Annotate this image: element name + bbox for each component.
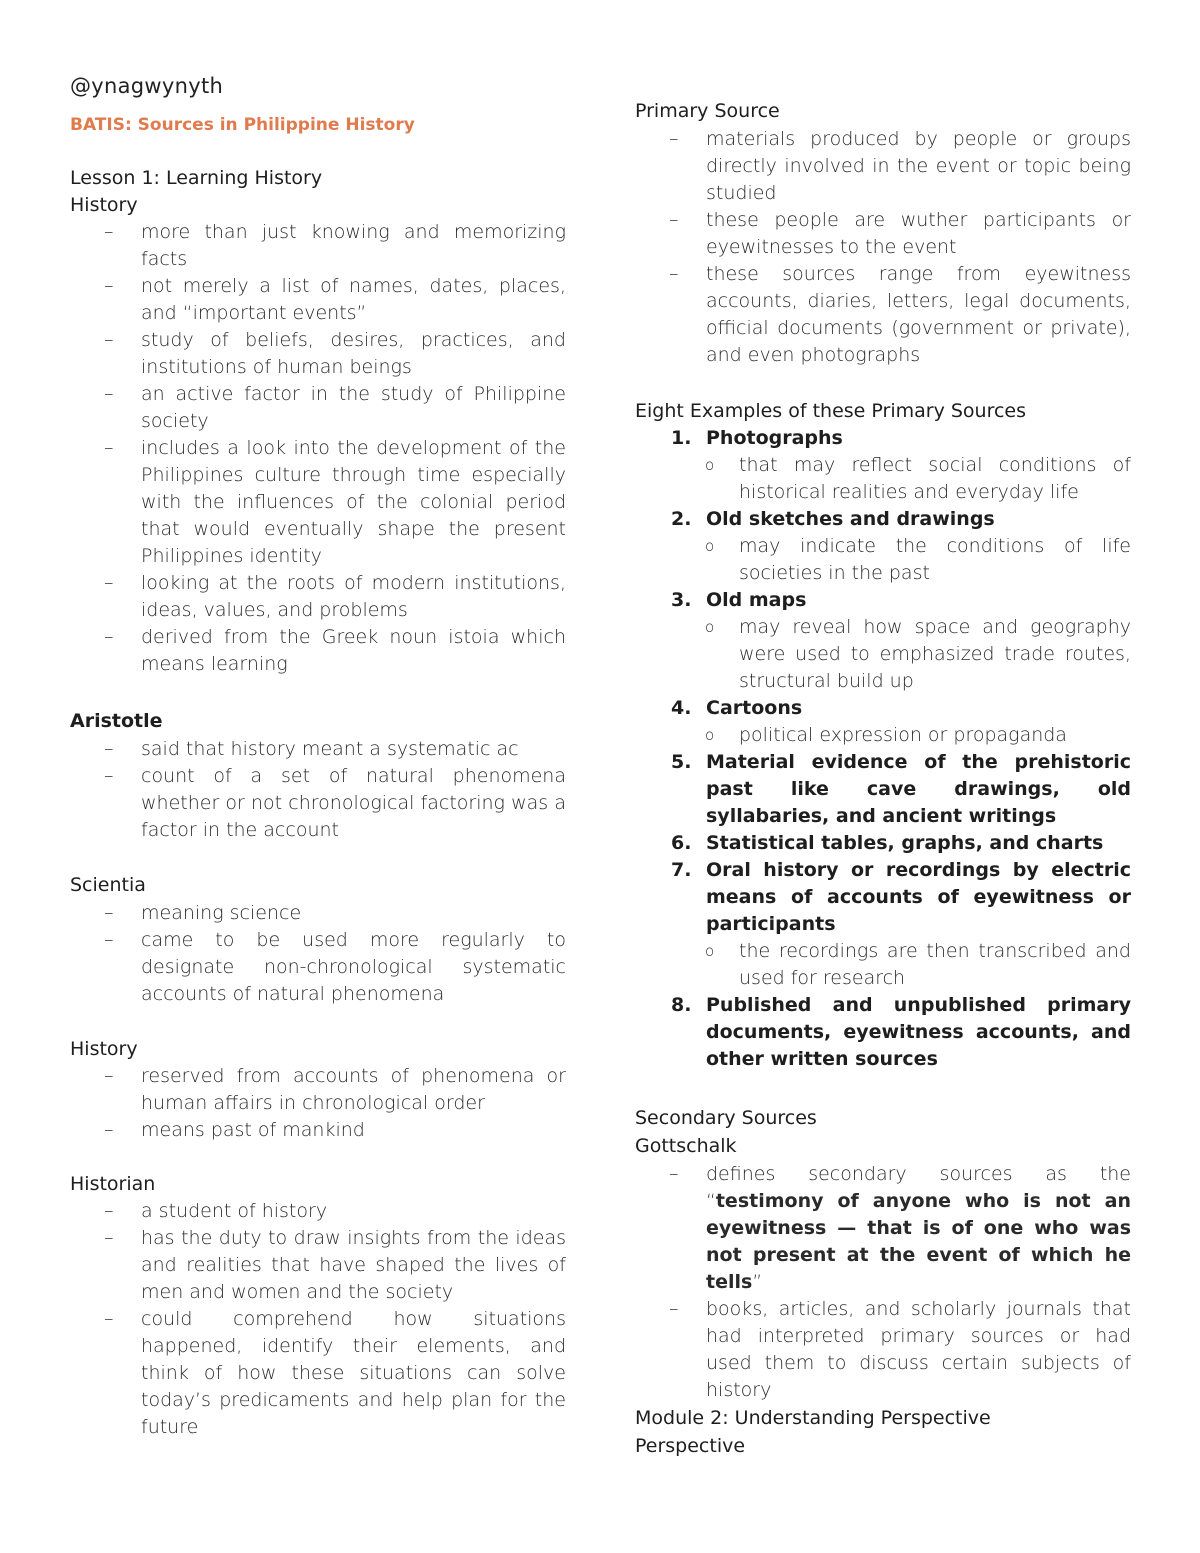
list-item <box>635 207 1131 261</box>
scientia-list <box>70 900 566 1008</box>
dash-bullet: – <box>669 128 679 150</box>
example-text: Statistical tables, graphs, and charts <box>706 832 1104 854</box>
example-sub-text: political expression or propaganda <box>739 724 1067 746</box>
dash-bullet: – <box>104 329 114 351</box>
list-item <box>70 219 566 273</box>
example-item <box>635 695 1131 722</box>
list-item <box>635 938 1131 992</box>
list-item-text: more than just knowing and memorizing facts <box>141 221 566 270</box>
primary-source-list <box>635 126 1131 369</box>
circle-bullet: o <box>705 618 715 636</box>
dash-bullet: – <box>104 929 114 951</box>
list-item <box>70 570 566 624</box>
example-number: 4. <box>671 697 692 719</box>
list-item-text: count of a set of natural phenomena whether or not chronological factoring was a factor in the account <box>141 765 566 841</box>
list-item <box>70 927 566 1008</box>
module-heading: Module 2: Understanding Perspective <box>635 1407 991 1429</box>
list-item <box>70 1225 566 1306</box>
dash-bullet: – <box>669 1298 679 1320</box>
dash-bullet: – <box>104 902 114 924</box>
dash-bullet: – <box>104 1227 114 1249</box>
example-text: Photographs <box>706 427 843 449</box>
list-item <box>70 624 566 678</box>
example-text: Old sketches and drawings <box>706 508 995 530</box>
dash-bullet: – <box>669 263 679 285</box>
list-item-text: a student of history <box>141 1200 328 1222</box>
list-item-text: has the duty to draw insights from the ideas and realities that have shaped the lives of men and women and the society <box>141 1227 566 1303</box>
list-item-text: an active factor in the study of Philippine society <box>141 383 566 432</box>
eight-examples-heading: Eight Examples of these Primary Sources <box>635 400 1027 422</box>
list-item <box>70 1198 566 1225</box>
example-number: 6. <box>671 832 692 854</box>
example-number: 3. <box>671 589 692 611</box>
example-sub-list <box>635 938 1131 992</box>
history-heading: History <box>70 194 138 216</box>
dash-bullet: – <box>104 1308 114 1330</box>
circle-bullet: o <box>705 942 715 960</box>
dash-bullet: – <box>104 572 114 594</box>
list-item <box>70 327 566 381</box>
example-item <box>635 506 1131 533</box>
gottschalk-heading: Gottschalk <box>635 1135 737 1157</box>
circle-bullet: o <box>705 726 715 744</box>
list-item-text: meaning science <box>141 902 302 924</box>
aristotle-list <box>70 736 566 844</box>
examples-list <box>635 425 1131 1073</box>
gottschalk-item-1-post: ” <box>752 1271 763 1293</box>
example-sub-text: may reveal how space and geography were used to emphasized trade routes, structural build up <box>739 616 1131 692</box>
list-item <box>635 1161 1131 1296</box>
example-number: 7. <box>671 859 692 881</box>
list-item <box>635 614 1131 695</box>
list-item <box>70 273 566 327</box>
list-item <box>70 736 566 763</box>
list-item <box>70 763 566 844</box>
list-item <box>635 126 1131 207</box>
list-item <box>635 261 1131 369</box>
handle: @ynagwynyth <box>70 74 224 98</box>
list-item <box>70 1063 566 1117</box>
gottschalk-list <box>635 1161 1131 1404</box>
list-item <box>70 435 566 570</box>
history2-list <box>70 1063 566 1144</box>
list-item <box>635 1296 1131 1404</box>
aristotle-heading: Aristotle <box>70 710 163 732</box>
gottschalk-item-2: books, articles, and scholarly journals that had interpreted primary sources or had used them to discuss certain subjects of history <box>706 1298 1131 1401</box>
example-sub-list <box>635 533 1131 587</box>
dash-bullet: – <box>104 221 114 243</box>
dash-bullet: – <box>669 1163 679 1185</box>
dash-bullet: – <box>104 1065 114 1087</box>
dash-bullet: – <box>104 738 114 760</box>
history-list <box>70 219 566 678</box>
secondary-sources-heading: Secondary Sources <box>635 1107 817 1129</box>
example-item <box>635 587 1131 614</box>
example-item <box>635 749 1131 830</box>
document-title: BATIS: Sources in Philippine History <box>70 115 415 135</box>
example-sub-text: that may reflect social conditions of historical realities and everyday life <box>739 454 1131 503</box>
example-text: Published and unpublished primary documents, eyewitness accounts, and other written sources <box>706 994 1131 1070</box>
list-item-text: derived from the Greek noun istoia which means learning <box>141 626 566 675</box>
example-sub-list <box>635 614 1131 695</box>
dash-bullet: – <box>104 626 114 648</box>
example-text: Oral history or recordings by electric means of accounts of eyewitness or participants <box>706 859 1131 935</box>
example-number: 5. <box>671 751 692 773</box>
historian-heading: Historian <box>70 1173 156 1195</box>
gottschalk-quote: testimony of anyone who is not an eyewitness — that is of one who was not present at the event of which he tells <box>706 1190 1131 1293</box>
list-item <box>70 900 566 927</box>
example-text: Cartoons <box>706 697 803 719</box>
example-text: Old maps <box>706 589 807 611</box>
scientia-heading: Scientia <box>70 874 146 896</box>
historian-list <box>70 1198 566 1441</box>
dash-bullet: – <box>104 383 114 405</box>
list-item-text: these sources range from eyewitness accounts, diaries, letters, legal documents, official documents (government or private), and even photographs <box>706 263 1131 366</box>
example-sub-text: may indicate the conditions of life societies in the past <box>739 535 1131 584</box>
example-sub-text: the recordings are then transcribed and used for research <box>739 940 1131 989</box>
list-item-text: reserved from accounts of phenomena or human affairs in chronological order <box>141 1065 566 1114</box>
circle-bullet: o <box>705 456 715 474</box>
example-item <box>635 425 1131 452</box>
dash-bullet: – <box>669 209 679 231</box>
list-item <box>70 381 566 435</box>
list-item-text: study of beliefs, desires, practices, and institutions of human beings <box>141 329 566 378</box>
dash-bullet: – <box>104 1200 114 1222</box>
example-number: 8. <box>671 994 692 1016</box>
dash-bullet: – <box>104 1119 114 1141</box>
example-item <box>635 992 1131 1073</box>
perspective-heading: Perspective <box>635 1435 746 1457</box>
list-item <box>635 722 1131 749</box>
primary-source-heading: Primary Source <box>635 100 780 122</box>
list-item-text: could comprehend how situations happened, identify their elements, and think of how these situations can solve today’s predicaments and help plan for the future <box>141 1308 566 1438</box>
list-item-text: includes a look into the development of the Philippines culture through time especially with the influences of the colonial period that would eventually shape the present Philippines identity <box>141 437 566 567</box>
example-sub-list <box>635 722 1131 749</box>
example-number: 1. <box>671 427 692 449</box>
dash-bullet: – <box>104 765 114 787</box>
list-item-text: came to be used more regularly to designate non-chronological systematic accounts of natural phenomena <box>141 929 566 1005</box>
list-item <box>70 1306 566 1441</box>
example-text: Material evidence of the prehistoric past like cave drawings, old syllabaries, and ancient writings <box>706 751 1131 827</box>
example-item <box>635 857 1131 938</box>
list-item-text: materials produced by people or groups directly involved in the event or topic being studied <box>706 128 1131 204</box>
list-item-text: looking at the roots of modern institutions, ideas, values, and problems <box>141 572 566 621</box>
list-item <box>635 533 1131 587</box>
list-item-text: not merely a list of names, dates, places, and “important events” <box>141 275 566 324</box>
example-number: 2. <box>671 508 692 530</box>
lesson-heading: Lesson 1: Learning History <box>70 167 323 189</box>
list-item <box>635 452 1131 506</box>
circle-bullet: o <box>705 537 715 555</box>
gottschalk-item-1-pre: defines secondary sources as the “ <box>706 1163 1131 1212</box>
example-item <box>635 830 1131 857</box>
list-item-text: these people are wuther participants or eyewitnesses to the event <box>706 209 1131 258</box>
dash-bullet: – <box>104 275 114 297</box>
list-item-text: said that history meant a systematic ac <box>141 738 519 760</box>
history2-heading: History <box>70 1038 138 1060</box>
list-item <box>70 1117 566 1144</box>
list-item-text: means past of mankind <box>141 1119 365 1141</box>
dash-bullet: – <box>104 437 114 459</box>
example-sub-list <box>635 452 1131 506</box>
